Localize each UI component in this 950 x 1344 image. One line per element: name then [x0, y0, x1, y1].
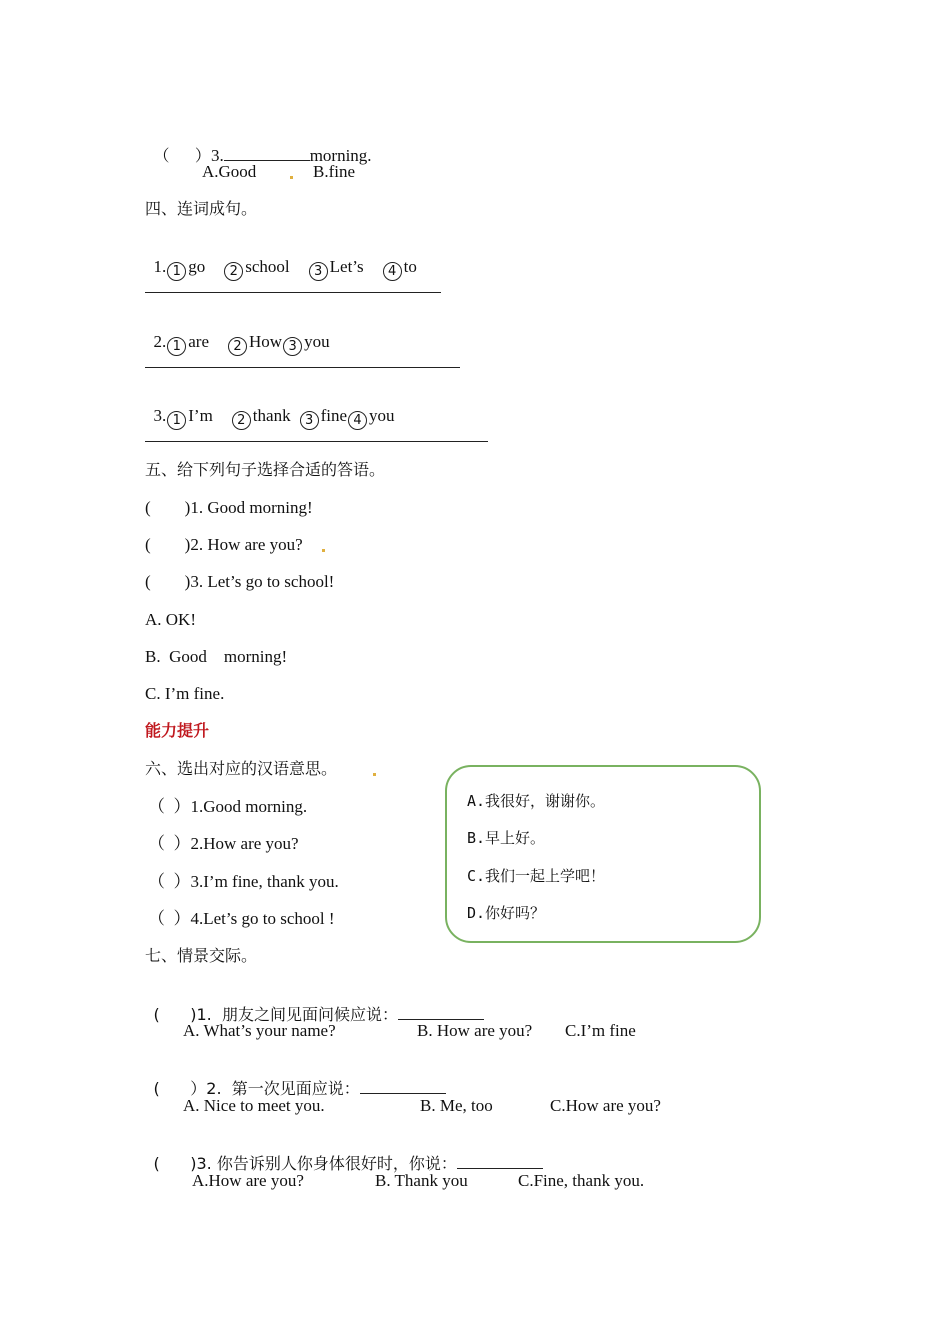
box-option-a: A.我很好，谢谢你。	[467, 792, 606, 810]
section7-q2-option-c: C.How are you?	[550, 1096, 661, 1115]
section7-question-3	[145, 1133, 543, 1174]
answer-blank[interactable]	[457, 1153, 543, 1169]
section4-item-2	[145, 312, 330, 356]
box-option-c: C.我们一起上学吧！	[467, 867, 606, 885]
circled-number: 3	[283, 337, 302, 356]
answer-line-2[interactable]	[145, 367, 460, 368]
item-number: 2.	[153, 332, 167, 351]
circled-number: 3	[309, 262, 328, 281]
section5-title: 五、给下列句子选择合适的答语。	[145, 460, 386, 479]
word: I’m	[188, 406, 213, 425]
q3-top-option-a: A.Good	[202, 162, 257, 181]
section7-title: 七、情景交际。	[145, 946, 258, 965]
section7-question-1	[145, 984, 484, 1025]
section6-title: 六、选出对应的汉语意思。	[145, 759, 338, 778]
section6-question-1: （ ）1.Good morning.	[148, 797, 308, 816]
section5-option-a: A. OK!	[145, 610, 196, 629]
section5-option-b: B. Good morning!	[145, 647, 288, 666]
section5-question-2: ( )2. How are you?	[145, 535, 303, 554]
section4-title: 四、连词成句。	[145, 199, 258, 218]
circled-number: 2	[224, 262, 243, 281]
section7-q1-option-c: C.I’m fine	[565, 1021, 636, 1040]
question-stem: ( )3. 你告诉别人你身体很好时，你说：	[153, 1154, 457, 1173]
circled-number: 2	[228, 337, 247, 356]
q3-top-num: 3.	[210, 146, 224, 165]
word: Let’s	[329, 257, 364, 276]
q3-top-option-b: B.fine	[313, 162, 356, 181]
circled-number: 4	[348, 411, 367, 430]
answer-options-box	[445, 765, 761, 943]
section5-question-3: ( )3. Let’s go to school!	[145, 572, 335, 591]
word: to	[403, 257, 417, 276]
section7-q3-option-a: A.How are you?	[192, 1171, 304, 1190]
word: fine	[320, 406, 348, 425]
q3-top-paren: （ ）	[153, 146, 211, 165]
word: go	[188, 257, 206, 276]
section5-option-c: C. I’m fine.	[145, 684, 225, 703]
decorative-mark	[290, 176, 293, 179]
section4-item-3	[145, 386, 395, 430]
box-option-b: B.早上好。	[467, 829, 546, 847]
section7-q2-option-a: A. Nice to meet you.	[183, 1096, 325, 1115]
word: are	[188, 332, 210, 351]
circled-number: 1	[167, 411, 186, 430]
decorative-mark	[322, 549, 325, 552]
word: you	[304, 332, 330, 351]
question-stem: ( ）2. 第一次见面应说：	[153, 1079, 360, 1098]
answer-blank[interactable]	[398, 1004, 484, 1020]
section7-q3-option-c: C.Fine, thank you.	[518, 1171, 645, 1190]
box-option-d: D.你好吗？	[467, 904, 546, 922]
circled-number: 3	[300, 411, 319, 430]
q3-top-line	[145, 125, 372, 166]
section7-q1-option-b: B. How are you?	[417, 1021, 533, 1040]
section6-question-3: （ ）3.I’m fine, thank you.	[148, 872, 339, 891]
section7-q3-option-b: B. Thank you	[375, 1171, 468, 1190]
section6-question-4: （ ）4.Let’s go to school !	[148, 909, 335, 928]
word: school	[245, 257, 290, 276]
q3-top-blank[interactable]	[224, 145, 310, 161]
item-number: 3.	[153, 406, 167, 425]
section4-item-1	[145, 237, 417, 281]
q3-top-word: morning.	[309, 146, 372, 165]
circled-number: 1	[167, 337, 186, 356]
word: you	[369, 406, 395, 425]
answer-line-1[interactable]	[145, 292, 441, 293]
section7-q1-option-a: A. What’s your name?	[183, 1021, 336, 1040]
section7-question-2	[145, 1058, 446, 1099]
section7-q2-option-b: B. Me, too	[420, 1096, 493, 1115]
word: How	[249, 332, 283, 351]
section6-question-2: （ ）2.How are you?	[148, 834, 299, 853]
answer-line-3[interactable]	[145, 441, 488, 442]
answer-blank[interactable]	[360, 1078, 446, 1094]
question-stem: ( )1. 朋友之间见面问候应说：	[153, 1005, 398, 1024]
item-number: 1.	[153, 257, 167, 276]
section5-question-1: ( )1. Good morning!	[145, 498, 313, 517]
decorative-mark	[373, 773, 376, 776]
ability-heading: 能力提升	[145, 721, 210, 740]
word: thank	[252, 406, 291, 425]
circled-number: 4	[383, 262, 402, 281]
circled-number: 1	[167, 262, 186, 281]
circled-number: 2	[232, 411, 251, 430]
